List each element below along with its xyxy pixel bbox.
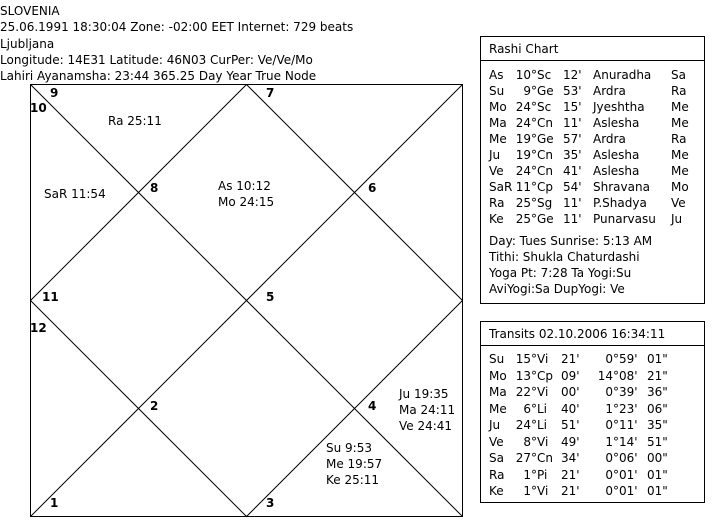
transit-cell-m2: 08' bbox=[619, 368, 638, 383]
planet-label: Ju 19:35 bbox=[399, 387, 449, 401]
transit-cell-min: 21' bbox=[561, 467, 580, 482]
rashi-cell-deg: 25° bbox=[515, 212, 537, 226]
transit-cell-s2: 01" bbox=[647, 484, 668, 498]
transit-cell-d2: 0° bbox=[605, 451, 619, 465]
rashi-cell-nak: Aslesha bbox=[593, 164, 640, 178]
rashi-cell-deg: 10° bbox=[515, 68, 537, 82]
transit-cell-m2: 11' bbox=[619, 418, 638, 432]
rashi-cell-min: 35' bbox=[563, 148, 582, 162]
transit-cell-s2: 51" bbox=[647, 434, 668, 449]
rashi-cell-planet: Ju bbox=[489, 148, 501, 162]
transit-cell-deg: 27° bbox=[515, 451, 537, 465]
rashi-cell-nak: Anuradha bbox=[593, 68, 652, 82]
transit-cell-s2: 36" bbox=[647, 385, 668, 399]
transit-cell-min: 40' bbox=[561, 401, 580, 416]
rashi-chart-panel bbox=[480, 36, 705, 304]
transit-cell-min: 00' bbox=[561, 385, 580, 399]
transit-cell-s2: 06" bbox=[647, 401, 668, 416]
transit-cell-planet: Ra bbox=[489, 467, 505, 482]
planet-label: Mo 24:15 bbox=[218, 195, 275, 209]
rashi-cell-min: 54' bbox=[563, 180, 582, 194]
rashi-cell-sign: Sg bbox=[537, 196, 553, 210]
rashi-cell-planet: Ra bbox=[489, 196, 505, 210]
transit-row bbox=[489, 351, 699, 367]
planet-label: Me 19:57 bbox=[326, 457, 383, 471]
rashi-cell-min: 53' bbox=[563, 84, 582, 98]
transit-cell-d2: 1° bbox=[605, 434, 619, 449]
rashi-cell-nak: Aslesha bbox=[593, 148, 640, 162]
rashi-cell-min: 57' bbox=[563, 132, 582, 146]
transit-cell-m2: 01' bbox=[619, 467, 638, 482]
rashi-cell-lord: Me bbox=[671, 148, 689, 162]
planet-label: As 10:12 bbox=[218, 179, 271, 193]
transit-cell-min: 51' bbox=[561, 418, 580, 432]
rashi-cell-lord: Mo bbox=[671, 180, 689, 194]
rashi-row bbox=[489, 195, 699, 211]
rashi-cell-sign: Ge bbox=[537, 84, 554, 98]
transit-cell-d2: 0° bbox=[605, 418, 619, 432]
rashi-cell-sign: Cn bbox=[537, 148, 553, 162]
rashi-row bbox=[489, 211, 699, 227]
rashi-cell-deg: 9° bbox=[523, 84, 537, 98]
rashi-info-line: Tithi: Shukla Chaturdashi bbox=[489, 250, 640, 264]
planet-label: Ma 24:11 bbox=[399, 403, 456, 417]
planet-label: Ke 25:11 bbox=[326, 473, 380, 487]
rashi-cell-deg: 24° bbox=[515, 100, 537, 114]
transit-cell-d2: 0° bbox=[605, 467, 619, 482]
rashi-info-line: AviYogi:Sa DupYogi: Ve bbox=[489, 282, 625, 296]
transit-row bbox=[489, 434, 699, 450]
transit-cell-d2: 0° bbox=[605, 352, 619, 366]
transit-cell-deg: 24° bbox=[515, 418, 537, 432]
rashi-cell-min: 11' bbox=[563, 116, 582, 130]
transit-cell-m2: 59' bbox=[619, 352, 638, 366]
rashi-cell-min: 11' bbox=[563, 196, 582, 210]
transit-cell-planet: Su bbox=[489, 352, 505, 366]
transit-cell-sign: Cn bbox=[537, 451, 553, 465]
rashi-row bbox=[489, 131, 699, 147]
transit-cell-min: 49' bbox=[561, 434, 580, 449]
rashi-cell-planet: Su bbox=[489, 84, 505, 98]
transits-panel bbox=[480, 321, 705, 503]
transit-row bbox=[489, 384, 699, 400]
house-number: 9 bbox=[50, 86, 59, 100]
rashi-row bbox=[489, 179, 699, 195]
rashi-cell-min: 11' bbox=[563, 212, 582, 226]
transit-cell-planet: Mo bbox=[489, 368, 507, 383]
rashi-cell-planet: Me bbox=[489, 132, 507, 146]
rashi-info-line: Yoga Pt: 7:28 Ta Yogi:Su bbox=[489, 266, 632, 280]
rashi-cell-sign: Ge bbox=[537, 212, 554, 226]
transit-cell-sign: Pi bbox=[537, 467, 548, 482]
transit-row bbox=[489, 467, 699, 483]
rashi-row bbox=[489, 67, 699, 83]
header-city: Ljubljana bbox=[0, 37, 55, 51]
transit-cell-deg: 8° bbox=[523, 434, 537, 449]
transit-cell-planet: Ma bbox=[489, 385, 507, 399]
transit-cell-min: 21' bbox=[561, 484, 580, 498]
house-number: 3 bbox=[266, 496, 275, 510]
rashi-cell-min: 41' bbox=[563, 164, 582, 178]
transit-cell-planet: Ju bbox=[489, 418, 501, 432]
transit-cell-m2: 23' bbox=[619, 401, 638, 416]
transit-cell-m2: 39' bbox=[619, 385, 638, 399]
rashi-cell-nak: Jyeshtha bbox=[593, 100, 645, 114]
house-number: 1 bbox=[50, 496, 59, 510]
rashi-chart-title: Rashi Chart bbox=[481, 37, 704, 61]
rashi-cell-deg: 25° bbox=[515, 196, 537, 210]
rashi-cell-deg: 24° bbox=[515, 116, 537, 130]
transit-cell-min: 34' bbox=[561, 451, 580, 465]
rashi-cell-planet: As bbox=[489, 68, 504, 82]
rashi-cell-deg: 19° bbox=[515, 132, 537, 146]
transit-cell-sign: Li bbox=[537, 401, 548, 416]
rashi-cell-min: 15' bbox=[563, 100, 582, 114]
header-datetime: 25.06.1991 18:30:04 Zone: -02:00 EET Internet: 729 beats bbox=[0, 20, 354, 34]
transit-row bbox=[489, 450, 699, 466]
transit-cell-s2: 21" bbox=[647, 368, 668, 383]
rashi-cell-deg: 11° bbox=[515, 180, 537, 194]
rashi-cell-nak: P.Shadya bbox=[593, 196, 647, 210]
rashi-cell-nak: Ardra bbox=[593, 132, 626, 146]
transit-cell-sign: Vi bbox=[537, 434, 549, 449]
house-number: 8 bbox=[150, 181, 159, 195]
header-coords: Longitude: 14E31 Latitude: 46N03 CurPer: Ve/Ve/Mo bbox=[0, 53, 313, 67]
house-number: 4 bbox=[368, 399, 377, 413]
rashi-cell-lord: Ra bbox=[671, 132, 687, 146]
rashi-cell-planet: SaR bbox=[489, 180, 513, 194]
house-number: 5 bbox=[266, 290, 275, 304]
transit-cell-d2: 14° bbox=[597, 368, 619, 383]
rashi-cell-deg: 19° bbox=[515, 148, 537, 162]
rashi-row bbox=[489, 99, 699, 115]
rashi-cell-planet: Ma bbox=[489, 116, 507, 130]
rashi-cell-nak: Aslesha bbox=[593, 116, 640, 130]
planet-label: Ve 24:41 bbox=[399, 419, 453, 433]
header-place: SLOVENIA bbox=[0, 4, 60, 18]
transit-cell-deg: 13° bbox=[515, 368, 537, 383]
rashi-cell-sign: Sc bbox=[537, 68, 552, 82]
transit-cell-deg: 15° bbox=[515, 352, 537, 366]
header-ayanamsha: Lahiri Ayanamsha: 23:44 365.25 Day Year True Node bbox=[0, 69, 317, 83]
rashi-cell-min: 12' bbox=[563, 68, 582, 82]
rashi-cell-lord: Ju bbox=[671, 212, 683, 226]
rashi-cell-sign: Cn bbox=[537, 116, 553, 130]
transit-cell-planet: Sa bbox=[489, 451, 504, 465]
transit-cell-planet: Me bbox=[489, 401, 507, 416]
transit-cell-min: 21' bbox=[561, 352, 580, 366]
house-number: 12 bbox=[30, 321, 47, 335]
transit-cell-sign: Cp bbox=[537, 368, 553, 383]
transit-cell-min: 09' bbox=[561, 368, 580, 383]
planet-label: SaR 11:54 bbox=[44, 187, 106, 201]
transit-cell-sign: Vi bbox=[537, 484, 549, 498]
transit-cell-deg: 6° bbox=[523, 401, 537, 416]
rashi-cell-lord: Ra bbox=[671, 84, 687, 98]
house-number: 11 bbox=[42, 290, 59, 304]
transit-cell-d2: 1° bbox=[605, 401, 619, 416]
rashi-cell-lord: Me bbox=[671, 116, 689, 130]
transit-cell-m2: 14' bbox=[619, 434, 638, 449]
transit-cell-deg: 1° bbox=[523, 484, 537, 498]
transit-cell-sign: Li bbox=[537, 418, 548, 432]
transit-cell-s2: 01" bbox=[647, 352, 668, 366]
transits-title: Transits 02.10.2006 16:34:11 bbox=[481, 322, 704, 346]
house-number: 7 bbox=[266, 86, 275, 100]
house-number: 6 bbox=[368, 181, 377, 195]
rashi-cell-nak: Ardra bbox=[593, 84, 626, 98]
rashi-cell-nak: Punarvasu bbox=[593, 212, 656, 226]
planet-label: Su 9:53 bbox=[326, 441, 372, 455]
transit-cell-s2: 35" bbox=[647, 418, 668, 432]
rashi-cell-nak: Shravana bbox=[593, 180, 650, 194]
transit-cell-sign: Vi bbox=[537, 385, 549, 399]
house-number: 2 bbox=[150, 399, 159, 413]
rashi-cell-planet: Mo bbox=[489, 100, 507, 114]
rashi-cell-planet: Ve bbox=[489, 164, 504, 178]
transit-cell-planet: Ke bbox=[489, 484, 504, 498]
transit-cell-s2: 01" bbox=[647, 467, 668, 482]
rashi-cell-lord: Sa bbox=[671, 68, 686, 82]
transit-cell-s2: 00" bbox=[647, 451, 668, 465]
rashi-cell-planet: Ke bbox=[489, 212, 504, 226]
transit-row bbox=[489, 368, 699, 384]
rashi-cell-sign: Ge bbox=[537, 132, 554, 146]
transit-cell-d2: 0° bbox=[605, 385, 619, 399]
transit-row bbox=[489, 417, 699, 433]
transit-cell-m2: 01' bbox=[619, 484, 638, 498]
transit-cell-deg: 22° bbox=[515, 385, 537, 399]
rashi-info-line: Day: Tues Sunrise: 5:13 AM bbox=[489, 234, 653, 248]
rashi-cell-sign: Cp bbox=[537, 180, 553, 194]
rashi-cell-lord: Ve bbox=[671, 196, 686, 210]
rashi-cell-sign: Sc bbox=[537, 100, 552, 114]
planet-label: Ra 25:11 bbox=[108, 114, 162, 128]
transit-cell-sign: Vi bbox=[537, 352, 549, 366]
rashi-row bbox=[489, 147, 699, 163]
house-number: 10 bbox=[30, 101, 47, 115]
transit-cell-planet: Ve bbox=[489, 434, 504, 449]
rashi-cell-lord: Me bbox=[671, 100, 689, 114]
rashi-cell-sign: Cn bbox=[537, 164, 553, 178]
rashi-cell-deg: 24° bbox=[515, 164, 537, 178]
rashi-row bbox=[489, 115, 699, 131]
rashi-row bbox=[489, 163, 699, 179]
transit-cell-deg: 1° bbox=[523, 467, 537, 482]
transit-cell-m2: 06' bbox=[619, 451, 638, 465]
rashi-row bbox=[489, 83, 699, 99]
rashi-cell-lord: Me bbox=[671, 164, 689, 178]
transit-row bbox=[489, 483, 699, 499]
transit-cell-d2: 0° bbox=[605, 484, 619, 498]
transit-row bbox=[489, 401, 699, 417]
